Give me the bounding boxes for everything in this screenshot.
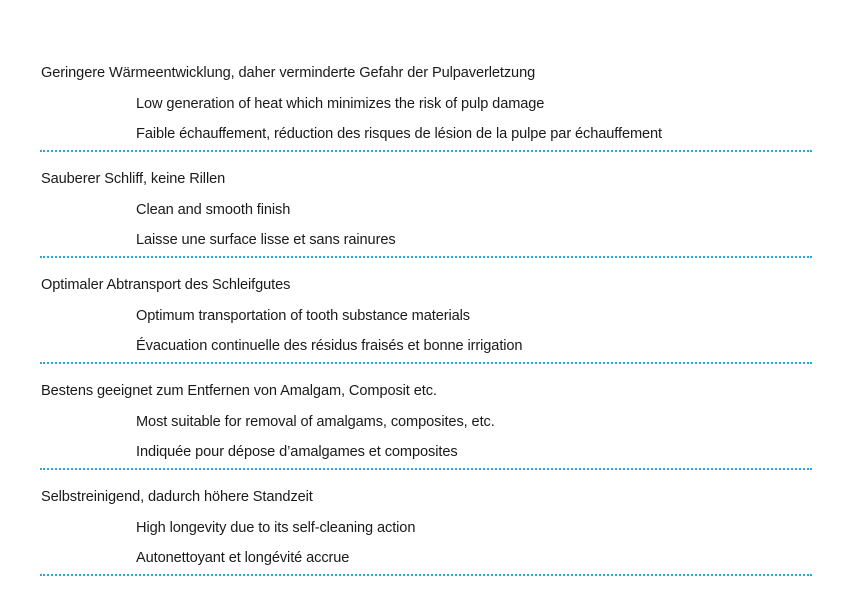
feature-text-german: Geringere Wärmeentwicklung, daher verminderte Gefahr der Pulpaverletzung	[41, 65, 536, 81]
feature-text-german: Selbstreinigend, dadurch höhere Standzeit	[41, 489, 313, 505]
feature-list	[40, 60, 812, 590]
feature-text-french: Autonettoyant et longévité accrue	[136, 550, 350, 566]
dotted-separator	[40, 256, 812, 258]
feature-text-french: Évacuation continuelle des résidus fraisés et bonne irrigation	[136, 338, 523, 354]
feature-group-finish	[40, 166, 812, 272]
feature-text-english: Optimum transportation of tooth substance materials	[136, 308, 470, 324]
feature-text-french: Faible échauffement, réduction des risques de lésion de la pulpe par échauffement	[136, 126, 663, 142]
dotted-separator	[40, 468, 812, 470]
feature-group-transport	[40, 272, 812, 378]
dotted-separator	[40, 150, 812, 152]
feature-text-french: Indiquée pour dépose d’amalgames et composites	[136, 444, 458, 460]
feature-group-removal	[40, 378, 812, 484]
dotted-separator	[40, 574, 812, 576]
dotted-separator	[40, 362, 812, 364]
feature-text-german: Bestens geeignet zum Entfernen von Amalgam, Composit etc.	[41, 383, 437, 399]
feature-text-german: Optimaler Abtransport des Schleifgutes	[41, 277, 291, 293]
feature-group-longevity	[40, 484, 812, 590]
feature-group-heat	[40, 60, 812, 166]
feature-text-english: Clean and smooth finish	[136, 202, 291, 218]
feature-text-english: High longevity due to its self-cleaning action	[136, 520, 416, 536]
feature-text-english: Most suitable for removal of amalgams, composites, etc.	[136, 414, 495, 430]
feature-text-english: Low generation of heat which minimizes the risk of pulp damage	[136, 96, 545, 112]
feature-text-french: Laisse une surface lisse et sans rainures	[136, 232, 396, 248]
feature-text-german: Sauberer Schliff, keine Rillen	[41, 171, 226, 187]
